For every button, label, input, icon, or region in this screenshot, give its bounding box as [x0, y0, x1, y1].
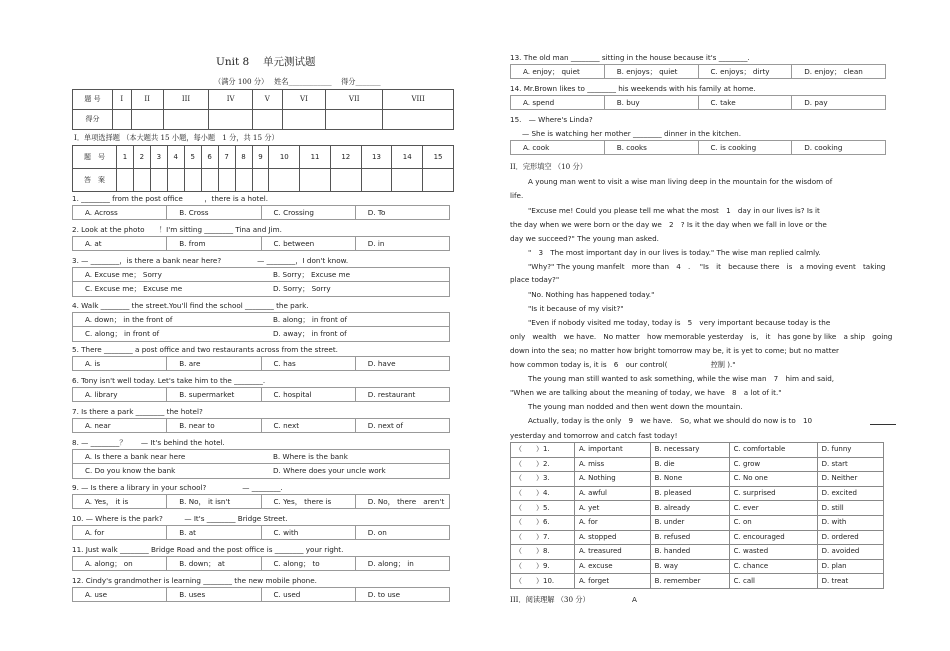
cloze-number: （ ）4.: [511, 486, 575, 501]
score-cell[interactable]: [163, 110, 209, 130]
option[interactable]: C. with: [262, 526, 356, 539]
option[interactable]: C. used: [262, 588, 356, 601]
cloze-option[interactable]: C. call: [729, 574, 817, 589]
cloze-option[interactable]: A. forget: [575, 574, 651, 589]
cloze-option[interactable]: B. way: [650, 559, 729, 574]
passage-line: The young man nodded and then went down the mountain.: [528, 402, 743, 411]
cloze-option[interactable]: C. chance: [729, 559, 817, 574]
cloze-number: （ ）8.: [511, 545, 575, 560]
option[interactable]: D. pay: [792, 96, 886, 109]
reading-part-label: A: [632, 595, 637, 604]
option[interactable]: B. Where is the bank: [273, 451, 348, 461]
question-text: 13. The old man ________ sitting in the house because it's ________.: [510, 53, 750, 62]
answer-table: [72, 145, 454, 192]
option[interactable]: D. enjoy； clean: [792, 65, 886, 78]
option[interactable]: A. down； in the front of: [85, 314, 173, 324]
cloze-option[interactable]: B. die: [650, 457, 729, 472]
option[interactable]: C. is cooking: [699, 141, 793, 154]
passage-line: "Is it because of my visit?": [528, 304, 624, 313]
option[interactable]: C. along； to: [262, 557, 356, 570]
option[interactable]: C. along； in front of: [85, 329, 160, 339]
score-table: [72, 89, 454, 130]
answer-cell[interactable]: [218, 169, 235, 192]
cloze-option[interactable]: A. yet: [575, 501, 651, 516]
cloze-option[interactable]: A. excuse: [575, 559, 651, 574]
score-table-row-label: 题 号: [73, 90, 113, 110]
cloze-option[interactable]: C. wasted: [729, 545, 817, 560]
cloze-option[interactable]: D. with: [817, 515, 883, 530]
cloze-number: （ ）3.: [511, 472, 575, 487]
option[interactable]: A. cook: [511, 141, 605, 154]
option[interactable]: B. near to: [167, 419, 261, 432]
option[interactable]: C. Crossing: [262, 206, 356, 219]
option[interactable]: A. at: [73, 237, 167, 250]
option-row: [72, 525, 450, 540]
option[interactable]: D. Where does your uncle work: [273, 466, 386, 476]
score-col: III: [163, 90, 209, 110]
option-row: [72, 494, 450, 509]
option-row: [72, 387, 450, 402]
score-cell[interactable]: [326, 110, 383, 130]
score-cell[interactable]: [282, 110, 325, 130]
score-col: VII: [326, 90, 383, 110]
question-number: 5: [184, 146, 201, 169]
option[interactable]: C. hospital: [262, 388, 356, 401]
option[interactable]: B. No， it isn't: [167, 495, 261, 508]
passage-line: "Why?" The young manfelt more than 4 . "Is it because there is a moving event taking: [528, 262, 886, 271]
answer-cell[interactable]: [150, 169, 167, 192]
option-row: [72, 205, 450, 220]
passage-line: "Even if nobody visited me today, today is 5 very important because today is the: [528, 318, 831, 327]
passage-line: down into the sea; no matter how bright tomorrow may be, it is yet to come; but no matter: [510, 346, 839, 355]
option[interactable]: A. near: [73, 419, 167, 432]
answer-row-label: 答 案: [73, 169, 117, 192]
answer-cell[interactable]: [184, 169, 201, 192]
cloze-option[interactable]: B. None: [650, 472, 729, 487]
answer-cell[interactable]: [300, 169, 331, 192]
question-text: 4. Walk ________ the street.You'll find the school ________ the park.: [72, 301, 309, 310]
passage-line: " 3 The most important day in our lives is today." The wise man replied calmly.: [528, 248, 821, 257]
option[interactable]: B. enjoys； quiet: [605, 65, 699, 78]
answer-table-row-label: 题 号: [73, 146, 117, 169]
option[interactable]: C. Excuse me； Excuse me: [85, 284, 183, 294]
cloze-option[interactable]: B. refused: [650, 530, 729, 545]
passage-line: yesterday and tomorrow and catch fast today!: [510, 431, 678, 440]
page-title: Unit 8 单元测试题: [216, 56, 316, 68]
cloze-option[interactable]: B. handed: [650, 545, 729, 560]
cloze-number: （ ）10.: [511, 574, 575, 589]
score-col: VI: [282, 90, 325, 110]
question-number: 12: [330, 146, 361, 169]
score-col: I: [113, 90, 132, 110]
cloze-option[interactable]: B. pleased: [650, 486, 729, 501]
answer-cell[interactable]: [201, 169, 218, 192]
option-row: [72, 356, 450, 371]
question-text: 9. — Is there a library in your school? — ________.: [72, 483, 283, 492]
cloze-option[interactable]: A. awful: [575, 486, 651, 501]
option[interactable]: A. enjoy； quiet: [511, 65, 605, 78]
option[interactable]: B. along； in front of: [273, 314, 348, 324]
cloze-row: [511, 501, 884, 516]
option[interactable]: A. Is there a bank near here: [85, 451, 186, 461]
option[interactable]: C. has: [262, 357, 356, 370]
option[interactable]: A. Excuse me； Sorry: [85, 269, 162, 279]
cloze-row: [511, 472, 884, 487]
option-grid: [72, 449, 450, 479]
option[interactable]: D. to use: [356, 588, 450, 601]
passage-line: life.: [510, 191, 524, 200]
cloze-option[interactable]: A. stopped: [575, 530, 651, 545]
score-col: V: [252, 90, 282, 110]
section1-heading: I．单项选择题 （本大题共 15 小题，每小题 1 分，共 15 分）: [74, 133, 279, 142]
score-col: VIII: [383, 90, 454, 110]
score-col: IV: [209, 90, 252, 110]
cloze-option[interactable]: A. Nothing: [575, 472, 651, 487]
answer-cell[interactable]: [235, 169, 252, 192]
cloze-number: （ ）2.: [511, 457, 575, 472]
section2-heading: II．完形填空 （10 分）: [510, 162, 587, 171]
cloze-number: （ ）7.: [511, 530, 575, 545]
option[interactable]: B. are: [167, 357, 261, 370]
question-text: 15. — Where's Linda?: [510, 115, 593, 124]
cloze-option[interactable]: D. Neither: [817, 472, 883, 487]
score-cell[interactable]: [131, 110, 163, 130]
option[interactable]: D. Sorry； Sorry: [273, 284, 331, 294]
cloze-option[interactable]: C. on: [729, 515, 817, 530]
cloze-option[interactable]: D. avoided: [817, 545, 883, 560]
cloze-option[interactable]: C. ever: [729, 501, 817, 516]
question-number: 3: [150, 146, 167, 169]
question-text: 6. Tony isn't well today. Let's take him to the ________.: [72, 376, 266, 385]
cloze-option[interactable]: B. remember: [650, 574, 729, 589]
question-number: 2: [133, 146, 150, 169]
score-row-label: 得分: [73, 110, 113, 130]
passage-line: The young man still wanted to ask something, while the wise man 7 him and said,: [528, 374, 835, 383]
answer-cell[interactable]: [330, 169, 361, 192]
cloze-option[interactable]: D. plan: [817, 559, 883, 574]
cloze-option[interactable]: C. encouraged: [729, 530, 817, 545]
question-text: — She is watching her mother ________ dinner in the kitchen.: [522, 129, 742, 138]
option[interactable]: D. along； in: [356, 557, 450, 570]
cloze-option[interactable]: A. important: [575, 443, 651, 458]
option[interactable]: B. down； at: [167, 557, 261, 570]
score-cell[interactable]: [209, 110, 252, 130]
option[interactable]: C. take: [699, 96, 793, 109]
question-number: 8: [235, 146, 252, 169]
answer-table-number-row: [73, 146, 454, 169]
option[interactable]: B. buy: [605, 96, 699, 109]
answer-cell[interactable]: [269, 169, 300, 192]
cloze-row: [511, 443, 884, 458]
option[interactable]: D. cooking: [792, 141, 886, 154]
cloze-option[interactable]: C. No one: [729, 472, 817, 487]
question-text: 2. Look at the photo ！I'm sitting ________ Tina and Jim.: [72, 225, 282, 234]
passage-line: "Excuse me! Could you please tell me what the most 1 day in our lives is? Is it: [528, 206, 820, 215]
passage-line: Actually, today is the only 9 we have. So, what we should do now is to 10: [528, 416, 813, 425]
answer-table-answer-row: [73, 169, 454, 192]
cloze-option[interactable]: D. start: [817, 457, 883, 472]
question-number: 13: [361, 146, 392, 169]
score-cell[interactable]: [252, 110, 282, 130]
passage-line: place today?": [510, 275, 560, 284]
question-text: 12. Cindy's grandmother is learning ________ the new mobile phone.: [72, 576, 317, 585]
cloze-option[interactable]: D. treat: [817, 574, 883, 589]
option[interactable]: B. cooks: [605, 141, 699, 154]
option-row: [72, 418, 450, 433]
cloze-option[interactable]: D. funny: [817, 443, 883, 458]
option[interactable]: D. next of: [356, 419, 450, 432]
option[interactable]: B. uses: [167, 588, 261, 601]
question-text: 8. — ________？ — It's behind the hotel.: [72, 438, 225, 447]
cloze-row: [511, 559, 884, 574]
option[interactable]: D. To: [356, 206, 450, 219]
cloze-option[interactable]: C. comfortable: [729, 443, 817, 458]
option[interactable]: A. Yes， it is: [73, 495, 167, 508]
option[interactable]: A. for: [73, 526, 167, 539]
passage-line: A young man went to visit a wise man living deep in the mountain for the wisdom of: [528, 177, 833, 186]
cloze-option[interactable]: D. still: [817, 501, 883, 516]
option[interactable]: D. have: [356, 357, 450, 370]
answer-cell[interactable]: [361, 169, 392, 192]
option-line: [73, 282, 449, 297]
cloze-number: （ ）6.: [511, 515, 575, 530]
cloze-number: （ ）9.: [511, 559, 575, 574]
option-row: [510, 95, 886, 110]
option-row: [72, 587, 450, 602]
option-grid: [72, 267, 450, 297]
question-text: 14. Mr.Brown likes to ________ his weekends with his family at home.: [510, 84, 756, 93]
option[interactable]: B. Sorry； Excuse me: [273, 269, 351, 279]
cloze-number: （ ）1.: [511, 443, 575, 458]
option[interactable]: C. Do you know the bank: [85, 466, 176, 476]
cloze-option[interactable]: A. treasured: [575, 545, 651, 560]
question-number: 4: [167, 146, 184, 169]
score-cell[interactable]: [383, 110, 454, 130]
option[interactable]: B. at: [167, 526, 261, 539]
cloze-row: [511, 486, 884, 501]
option[interactable]: C. between: [262, 237, 356, 250]
option[interactable]: C. next: [262, 419, 356, 432]
cloze-option[interactable]: B. already: [650, 501, 729, 516]
option[interactable]: D. in: [356, 237, 450, 250]
question-number: 1: [117, 146, 134, 169]
option[interactable]: A. spend: [511, 96, 605, 109]
option[interactable]: D. away； in front of: [273, 329, 347, 339]
option[interactable]: D. on: [356, 526, 450, 539]
option[interactable]: B. Cross: [167, 206, 261, 219]
cloze-option[interactable]: A. for: [575, 515, 651, 530]
question-number: 9: [252, 146, 269, 169]
cloze-option[interactable]: D. excited: [817, 486, 883, 501]
question-number: 6: [201, 146, 218, 169]
option[interactable]: B. from: [167, 237, 261, 250]
cloze-row: [511, 457, 884, 472]
question-text: 7. Is there a park ________ the hotel?: [72, 407, 203, 416]
option[interactable]: A. along； on: [73, 557, 167, 570]
option-row: [72, 236, 450, 251]
cloze-option[interactable]: C. surprised: [729, 486, 817, 501]
cloze-row: [511, 515, 884, 530]
passage-line: only wealth we have. No matter how memorable yesterday is, it has gone by like a ship going: [510, 332, 893, 341]
answer-cell[interactable]: [133, 169, 150, 192]
question-number: 10: [269, 146, 300, 169]
option-line: [73, 267, 449, 282]
cloze-number: （ ）5.: [511, 501, 575, 516]
passage-line: the day when we were born or the day we 2 ? Is it the day when we fall in love or the: [510, 220, 827, 229]
option[interactable]: B. supermarket: [167, 388, 261, 401]
cloze-row: [511, 574, 884, 589]
option[interactable]: A. Across: [73, 206, 167, 219]
question-text: 3. — ________，is there a bank near here? — ________，I don't know.: [72, 256, 349, 265]
option[interactable]: C. enjoys； dirty: [699, 65, 793, 78]
question-text: 5. There ________ a post office and two restaurants across from the street.: [72, 345, 338, 354]
page-subtitle: （满分 100 分） 姓名____________ 得分_______: [214, 77, 381, 86]
option[interactable]: A. use: [73, 588, 167, 601]
score-table-header-row: [73, 90, 454, 110]
answer-cell[interactable]: [167, 169, 184, 192]
cloze-option[interactable]: B. under: [650, 515, 729, 530]
passage-line: "No. Nothing has happened today.": [528, 290, 655, 299]
option[interactable]: A. library: [73, 388, 167, 401]
option-row: [72, 556, 450, 571]
question-number: 14: [392, 146, 423, 169]
question-text: 1. ________ from the post office ，there is a hotel.: [72, 194, 269, 203]
question-number: 7: [218, 146, 235, 169]
score-table-score-row: [73, 110, 454, 130]
option-line: [73, 464, 449, 479]
score-cell[interactable]: [113, 110, 132, 130]
cloze-option[interactable]: D. ordered: [817, 530, 883, 545]
option[interactable]: D. restaurant: [356, 388, 450, 401]
section3-heading: III．阅读理解 （30 分）: [510, 595, 590, 604]
question-number: 11: [300, 146, 331, 169]
option-row: [510, 64, 886, 79]
cloze-row: [511, 545, 884, 560]
option[interactable]: D. No， there aren't: [356, 495, 450, 508]
cloze-option[interactable]: C. grow: [729, 457, 817, 472]
option-line: [73, 327, 449, 342]
option-line: [73, 449, 449, 464]
answer-cell[interactable]: [252, 169, 269, 192]
option[interactable]: C. Yes， there is: [262, 495, 356, 508]
answer-cell[interactable]: [117, 169, 134, 192]
cloze-option[interactable]: A. miss: [575, 457, 651, 472]
option[interactable]: A. is: [73, 357, 167, 370]
blank-line: [870, 424, 896, 425]
cloze-row: [511, 530, 884, 545]
option-line: [73, 312, 449, 327]
passage-line: how common today is, it is 6 our control( 控制 ).": [510, 360, 736, 369]
question-number: 15: [423, 146, 454, 169]
cloze-choices-table: [510, 442, 884, 589]
option-row: [510, 140, 886, 155]
option-grid: [72, 312, 450, 342]
score-col: II: [131, 90, 163, 110]
passage-line: day we succeed?" The young man asked.: [510, 234, 659, 243]
question-text: 11. Just walk ________ Bridge Road and the post office is ________ your right.: [72, 545, 344, 554]
answer-cell[interactable]: [423, 169, 454, 192]
cloze-option[interactable]: B. necessary: [650, 443, 729, 458]
question-text: 10. — Where is the park? — It's ________ Bridge Street.: [72, 514, 288, 523]
passage-line: "When we are talking about the meaning of today, we have 8 a lot of it.": [510, 388, 782, 397]
answer-cell[interactable]: [392, 169, 423, 192]
